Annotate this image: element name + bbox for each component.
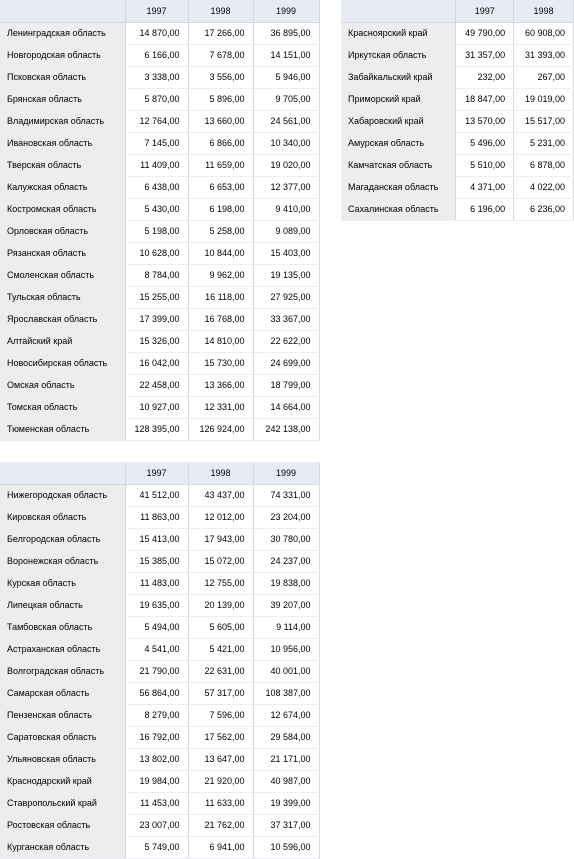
table-row (341, 110, 574, 132)
row-header: Саратовская область (0, 726, 125, 748)
column-header: 1999 (253, 462, 319, 484)
row-header: Волгоградская область (0, 660, 125, 682)
row-header: Ростовская область (0, 814, 125, 836)
table-cell: 21 920,00 (188, 770, 253, 792)
table-cell: 5 749,00 (125, 836, 188, 858)
table-cell: 18 799,00 (253, 374, 319, 396)
table-cell: 16 042,00 (125, 352, 188, 374)
row-header: Ивановская область (0, 132, 125, 154)
table-cell: 12 755,00 (188, 572, 253, 594)
row-header: Псковская область (0, 66, 125, 88)
table-row (0, 176, 319, 198)
table-row (341, 66, 574, 88)
row-header: Рязанская область (0, 242, 125, 264)
row-header: Воронежская область (0, 550, 125, 572)
header-corner (341, 0, 456, 22)
table-cell: 232,00 (456, 66, 514, 88)
row-header: Липецкая область (0, 594, 125, 616)
column-header: 1997 (456, 0, 514, 22)
table-row (0, 726, 319, 748)
table-cell: 16 768,00 (188, 308, 253, 330)
row-header: Омская область (0, 374, 125, 396)
table-row (0, 770, 319, 792)
table-cell: 21 171,00 (253, 748, 319, 770)
table-cell: 9 089,00 (253, 220, 319, 242)
table-cell: 41 512,00 (125, 484, 188, 506)
table-row (0, 660, 319, 682)
table-cell: 5 231,00 (514, 132, 574, 154)
table-cell: 36 895,00 (253, 22, 319, 44)
table-cell: 13 647,00 (188, 748, 253, 770)
table-cell: 43 437,00 (188, 484, 253, 506)
table-row (0, 572, 319, 594)
table-cell: 23 204,00 (253, 506, 319, 528)
table-row (0, 748, 319, 770)
table-row (0, 594, 319, 616)
table-cell: 24 561,00 (253, 110, 319, 132)
table-cell: 17 562,00 (188, 726, 253, 748)
row-header: Тульская область (0, 286, 125, 308)
table-cell: 6 198,00 (188, 198, 253, 220)
row-header: Ставропольский край (0, 792, 125, 814)
table-cell: 30 780,00 (253, 528, 319, 550)
table-row (0, 792, 319, 814)
table-cell: 21 790,00 (125, 660, 188, 682)
row-header: Самарская область (0, 682, 125, 704)
table-cell: 10 340,00 (253, 132, 319, 154)
table-cell: 19 399,00 (253, 792, 319, 814)
table-row (0, 528, 319, 550)
table-row (0, 330, 319, 352)
table-row (341, 198, 574, 220)
table-row (0, 418, 319, 440)
table-cell: 22 631,00 (188, 660, 253, 682)
row-header: Иркутская область (341, 44, 456, 66)
table-cell: 242 138,00 (253, 418, 319, 440)
table-cell: 5 430,00 (125, 198, 188, 220)
table-cell: 11 409,00 (125, 154, 188, 176)
row-header: Нижегородская область (0, 484, 125, 506)
table-row (0, 22, 319, 44)
row-header: Ярославская область (0, 308, 125, 330)
table-cell: 5 870,00 (125, 88, 188, 110)
table-row (0, 506, 319, 528)
table-cell: 20 139,00 (188, 594, 253, 616)
row-header: Пензенская область (0, 704, 125, 726)
table-cell: 5 494,00 (125, 616, 188, 638)
table-cell: 5 496,00 (456, 132, 514, 154)
table-cell: 19 019,00 (514, 88, 574, 110)
table-cell: 12 012,00 (188, 506, 253, 528)
table-cell: 74 331,00 (253, 484, 319, 506)
table-cell: 11 633,00 (188, 792, 253, 814)
table-cell: 6 438,00 (125, 176, 188, 198)
table-row (0, 550, 319, 572)
table-cell: 14 151,00 (253, 44, 319, 66)
table-cell: 5 258,00 (188, 220, 253, 242)
table-cell: 12 764,00 (125, 110, 188, 132)
row-header: Орловская область (0, 220, 125, 242)
table-cell: 12 331,00 (188, 396, 253, 418)
table-cell: 17 943,00 (188, 528, 253, 550)
table-row (0, 308, 319, 330)
column-header: 1998 (188, 462, 253, 484)
table-cell: 10 927,00 (125, 396, 188, 418)
column-header: 1998 (514, 0, 574, 22)
table-cell: 24 237,00 (253, 550, 319, 572)
row-header: Приморский край (341, 88, 456, 110)
table-cell: 6 236,00 (514, 198, 574, 220)
table-cell: 27 925,00 (253, 286, 319, 308)
table-cell: 13 366,00 (188, 374, 253, 396)
table-row (0, 132, 319, 154)
table-cell: 31 393,00 (514, 44, 574, 66)
table-cell: 15 072,00 (188, 550, 253, 572)
row-header: Ленинградская область (0, 22, 125, 44)
table-cell: 7 596,00 (188, 704, 253, 726)
table-cell: 6 941,00 (188, 836, 253, 858)
row-header: Смоленская область (0, 264, 125, 286)
table-cell: 18 847,00 (456, 88, 514, 110)
table-cell: 15 385,00 (125, 550, 188, 572)
table-row (0, 352, 319, 374)
table-cell: 56 864,00 (125, 682, 188, 704)
table-cell: 3 556,00 (188, 66, 253, 88)
table-cell: 10 956,00 (253, 638, 319, 660)
table-cell: 9 962,00 (188, 264, 253, 286)
column-header: 1997 (125, 0, 188, 22)
table-cell: 13 802,00 (125, 748, 188, 770)
table-cell: 8 784,00 (125, 264, 188, 286)
row-header: Амурская область (341, 132, 456, 154)
row-header: Костромская область (0, 198, 125, 220)
row-header: Магаданская область (341, 176, 456, 198)
table-cell: 15 413,00 (125, 528, 188, 550)
row-header: Кировская область (0, 506, 125, 528)
table-cell: 7 678,00 (188, 44, 253, 66)
table-row (0, 836, 319, 858)
row-header: Алтайский край (0, 330, 125, 352)
table-row (341, 22, 574, 44)
data-table-1 (0, 0, 320, 441)
table-cell: 13 660,00 (188, 110, 253, 132)
table-cell: 40 001,00 (253, 660, 319, 682)
row-header: Астраханская область (0, 638, 125, 660)
table-row (341, 132, 574, 154)
table-cell: 57 317,00 (188, 682, 253, 704)
table-row (0, 264, 319, 286)
row-header: Забайкальский край (341, 66, 456, 88)
table-row (341, 154, 574, 176)
table-row (0, 88, 319, 110)
table-cell: 4 541,00 (125, 638, 188, 660)
table-cell: 12 674,00 (253, 704, 319, 726)
table-row (341, 88, 574, 110)
table-cell: 11 483,00 (125, 572, 188, 594)
data-table-2 (341, 0, 574, 221)
table-cell: 10 844,00 (188, 242, 253, 264)
row-header: Тверская область (0, 154, 125, 176)
table-row (0, 44, 319, 66)
table-cell: 128 395,00 (125, 418, 188, 440)
column-header: 1999 (253, 0, 319, 22)
table-cell: 5 946,00 (253, 66, 319, 88)
row-header: Курская область (0, 572, 125, 594)
table-row (0, 814, 319, 836)
row-header: Тамбовская область (0, 616, 125, 638)
table-cell: 37 317,00 (253, 814, 319, 836)
row-header: Новосибирская область (0, 352, 125, 374)
table-cell: 12 377,00 (253, 176, 319, 198)
table-cell: 108 387,00 (253, 682, 319, 704)
header-corner (0, 0, 125, 22)
row-header: Владимирская область (0, 110, 125, 132)
table-cell: 15 326,00 (125, 330, 188, 352)
row-header: Камчатская область (341, 154, 456, 176)
table-cell: 19 135,00 (253, 264, 319, 286)
table-cell: 4 022,00 (514, 176, 574, 198)
table-cell: 5 510,00 (456, 154, 514, 176)
row-header: Краснодарский край (0, 770, 125, 792)
table-cell: 15 403,00 (253, 242, 319, 264)
table-cell: 4 371,00 (456, 176, 514, 198)
table-cell: 5 605,00 (188, 616, 253, 638)
table-cell: 15 517,00 (514, 110, 574, 132)
table-cell: 6 653,00 (188, 176, 253, 198)
table-cell: 13 570,00 (456, 110, 514, 132)
table-cell: 17 399,00 (125, 308, 188, 330)
row-header: Сахалинская область (341, 198, 456, 220)
table-cell: 31 357,00 (456, 44, 514, 66)
table-cell: 22 622,00 (253, 330, 319, 352)
table-row (0, 682, 319, 704)
table-cell: 24 699,00 (253, 352, 319, 374)
table-cell: 11 863,00 (125, 506, 188, 528)
column-header: 1998 (188, 0, 253, 22)
column-header: 1997 (125, 462, 188, 484)
table-row (0, 198, 319, 220)
table-cell: 49 790,00 (456, 22, 514, 44)
table-row (0, 484, 319, 506)
table-cell: 9 114,00 (253, 616, 319, 638)
table-cell: 14 664,00 (253, 396, 319, 418)
table-cell: 21 762,00 (188, 814, 253, 836)
table-cell: 33 367,00 (253, 308, 319, 330)
table-cell: 6 166,00 (125, 44, 188, 66)
header-row (0, 0, 319, 22)
table-cell: 8 279,00 (125, 704, 188, 726)
table-cell: 22 458,00 (125, 374, 188, 396)
table-cell: 5 896,00 (188, 88, 253, 110)
table-cell: 7 145,00 (125, 132, 188, 154)
table-cell: 29 584,00 (253, 726, 319, 748)
header-row (0, 462, 319, 484)
row-header: Новгородская область (0, 44, 125, 66)
row-header: Брянская область (0, 88, 125, 110)
table-cell: 11 453,00 (125, 792, 188, 814)
table-cell: 17 266,00 (188, 22, 253, 44)
table-row (0, 616, 319, 638)
table-cell: 19 838,00 (253, 572, 319, 594)
row-header: Тюменская область (0, 418, 125, 440)
header-row (341, 0, 574, 22)
table-cell: 19 635,00 (125, 594, 188, 616)
table-row (0, 154, 319, 176)
table-cell: 3 338,00 (125, 66, 188, 88)
row-header: Ульяновская область (0, 748, 125, 770)
table-cell: 5 421,00 (188, 638, 253, 660)
table-cell: 39 207,00 (253, 594, 319, 616)
table-cell: 10 628,00 (125, 242, 188, 264)
header-corner (0, 462, 125, 484)
row-header: Калужская область (0, 176, 125, 198)
table-cell: 15 730,00 (188, 352, 253, 374)
table-cell: 9 410,00 (253, 198, 319, 220)
table-cell: 10 596,00 (253, 836, 319, 858)
table-cell: 16 792,00 (125, 726, 188, 748)
table-row (0, 220, 319, 242)
table-row (0, 286, 319, 308)
table-cell: 5 198,00 (125, 220, 188, 242)
row-header: Курганская область (0, 836, 125, 858)
table-row (0, 374, 319, 396)
table-cell: 60 908,00 (514, 22, 574, 44)
row-header: Хабаровский край (341, 110, 456, 132)
table-cell: 14 810,00 (188, 330, 253, 352)
table-cell: 15 255,00 (125, 286, 188, 308)
row-header: Красноярский край (341, 22, 456, 44)
table-cell: 19 020,00 (253, 154, 319, 176)
table-cell: 6 878,00 (514, 154, 574, 176)
row-header: Белгородская область (0, 528, 125, 550)
table-row (0, 242, 319, 264)
table-cell: 9 705,00 (253, 88, 319, 110)
table-row (0, 110, 319, 132)
table-row (0, 704, 319, 726)
table-row (341, 44, 574, 66)
table-row (341, 176, 574, 198)
row-header: Томская область (0, 396, 125, 418)
table-cell: 40 987,00 (253, 770, 319, 792)
table-cell: 267,00 (514, 66, 574, 88)
data-table-3 (0, 462, 320, 859)
table-cell: 16 118,00 (188, 286, 253, 308)
table-row (0, 638, 319, 660)
table-row (0, 66, 319, 88)
table-cell: 11 659,00 (188, 154, 253, 176)
table-cell: 23 007,00 (125, 814, 188, 836)
table-cell: 14 870,00 (125, 22, 188, 44)
table-cell: 126 924,00 (188, 418, 253, 440)
table-cell: 6 196,00 (456, 198, 514, 220)
table-cell: 19 984,00 (125, 770, 188, 792)
table-cell: 6 866,00 (188, 132, 253, 154)
table-row (0, 396, 319, 418)
